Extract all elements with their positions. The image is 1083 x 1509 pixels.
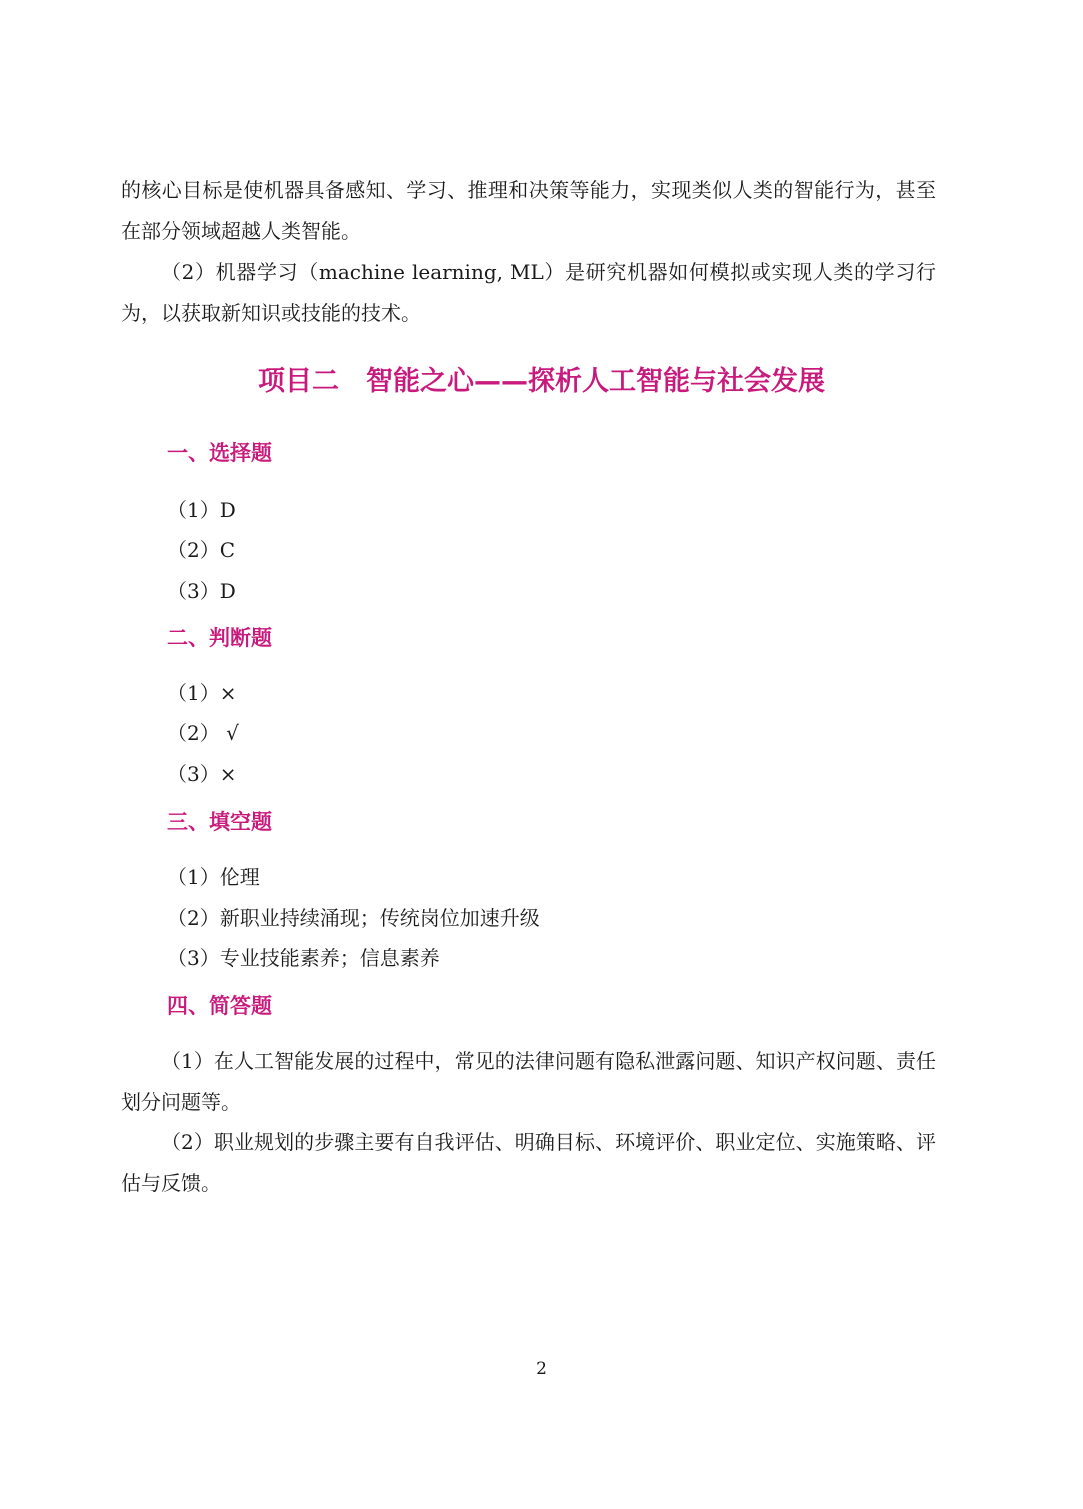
short-answer-2: （2）职业规划的步骤主要有自我评估、明确目标、环境评价、职业定位、实施策略、评估与反馈。	[121, 1130, 936, 1195]
section-title-choice: 一、选择题	[167, 441, 272, 465]
intro-paragraph-continued: 的核心目标是使机器具备感知、学习、推理和决策等能力，实现类似人类的智能行为，甚至在部分领域超越人类智能。	[121, 178, 936, 243]
section-title-short: 四、简答题	[167, 994, 272, 1018]
section-title-judgment: 二、判断题	[167, 626, 272, 650]
judgment-answer-1: （1）×	[167, 681, 237, 705]
page-number: 2	[536, 1359, 547, 1379]
intro-paragraph-ml: （2）机器学习（machine learning, ML）是研究机器如何模拟或实现人类的学习行为，以获取新知识或技能的技术。	[121, 260, 936, 325]
judgment-answer-2: （2） √	[167, 721, 239, 745]
choice-answer-1: （1）D	[167, 498, 236, 522]
fill-answer-3: （3）专业技能素养；信息素养	[167, 946, 440, 970]
project-title: 项目二 智能之心——探析人工智能与社会发展	[258, 366, 825, 397]
fill-answer-1: （1）伦理	[167, 865, 260, 889]
fill-answer-2: （2）新职业持续涌现；传统岗位加速升级	[167, 906, 540, 930]
choice-answer-2: （2）C	[167, 538, 236, 562]
short-answer-1: （1）在人工智能发展的过程中，常见的法律问题有隐私泄露问题、知识产权问题、责任划分问题等。	[121, 1049, 936, 1114]
section-title-fill: 三、填空题	[167, 810, 272, 834]
choice-answer-3: （3）D	[167, 579, 236, 603]
judgment-answer-3: （3）×	[167, 762, 237, 786]
